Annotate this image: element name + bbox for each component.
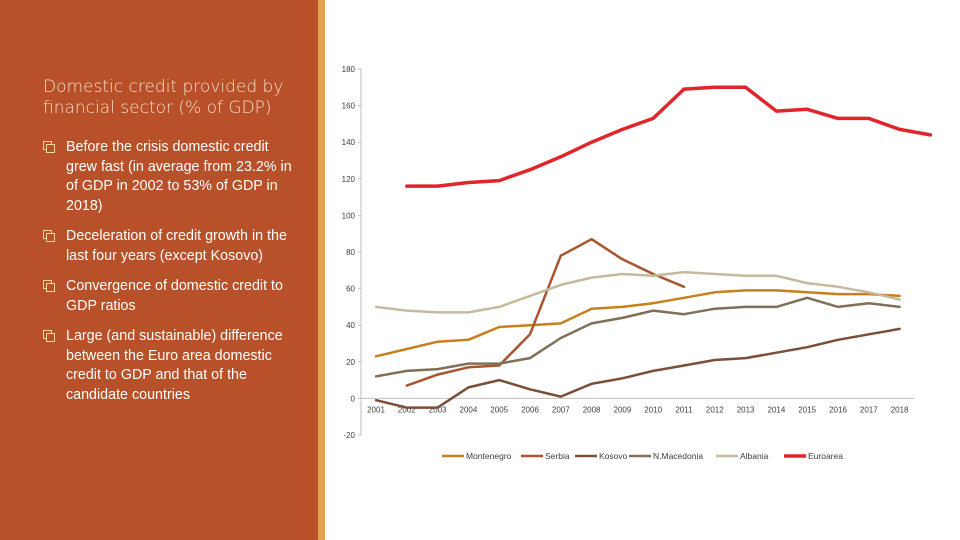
x-tick-label: 2004: [459, 405, 478, 415]
y-tick-label: 160: [341, 101, 355, 111]
y-tick-label: 0: [350, 394, 355, 404]
legend-label: Albania: [740, 451, 769, 461]
y-tick-label: 40: [346, 321, 355, 331]
y-tick-label: 100: [341, 211, 355, 221]
bullet-text: Convergence of domestic credit to GDP ratios: [66, 278, 283, 314]
y-tick-label: 140: [341, 138, 355, 148]
legend-label: Serbia: [545, 451, 570, 461]
y-tick-label: 80: [346, 248, 355, 257]
y-tick-label: 180: [341, 65, 355, 74]
x-tick-label: 2003: [428, 405, 447, 415]
x-tick-label: 2002: [397, 405, 416, 415]
y-tick-label: 20: [346, 357, 355, 367]
legend-label: N.Macedonia: [653, 451, 704, 461]
y-tick-label: 60: [346, 284, 355, 294]
x-tick-label: 2009: [613, 405, 632, 415]
bullet-list: [43, 138, 293, 416]
series-line-euroarea: [407, 87, 931, 186]
double-square-bullet-icon: [43, 230, 56, 243]
y-tick-label: 120: [341, 174, 355, 184]
bullet-item: [43, 138, 293, 216]
bullet-item: [43, 277, 293, 316]
bullet-text: Large (and sustainable) difference between the Euro area domestic credit to GDP and that of the candidate countries: [66, 328, 283, 403]
legend-label: Kosovo: [599, 451, 628, 461]
x-tick-label: 2016: [829, 405, 847, 415]
x-tick-label: 2012: [705, 405, 724, 415]
bullet-item: [43, 227, 293, 266]
double-square-bullet-icon: [43, 280, 56, 293]
panel-title: Domestic credit provided by financial sector (% of GDP): [43, 77, 284, 118]
legend-label: Montenegro: [466, 451, 512, 461]
series-line-n-macedonia: [376, 298, 900, 377]
x-tick-label: 2008: [582, 405, 601, 415]
x-tick-label: 2007: [551, 405, 570, 415]
x-tick-label: 2006: [521, 405, 539, 415]
x-tick-label: 2017: [859, 405, 878, 415]
x-tick-label: 2018: [890, 405, 909, 415]
left-panel: [0, 0, 318, 540]
series-line-montenegro: [376, 290, 900, 356]
bullet-item: [43, 327, 293, 405]
x-tick-label: 2015: [798, 405, 817, 415]
double-square-bullet-icon: [43, 330, 56, 343]
x-tick-label: 2011: [675, 405, 693, 415]
line-chart: [325, 0, 960, 540]
x-tick-label: 2010: [644, 405, 663, 415]
double-square-bullet-icon: [43, 141, 56, 154]
y-tick-label: -20: [343, 431, 355, 440]
x-tick-label: 2005: [490, 405, 509, 415]
bullet-text: Before the crisis domestic credit grew fast (in average from 23.2% in of GDP in 2002 to 53% of GDP in 2018): [66, 139, 292, 214]
bullet-text: Deceleration of credit growth in the last four years (except Kosovo): [66, 228, 287, 264]
divider-strip: [318, 0, 325, 540]
x-tick-label: 2013: [736, 405, 755, 415]
legend-label: Euroarea: [808, 451, 843, 461]
x-tick-label: 2001: [367, 405, 385, 415]
x-tick-label: 2014: [767, 405, 786, 415]
